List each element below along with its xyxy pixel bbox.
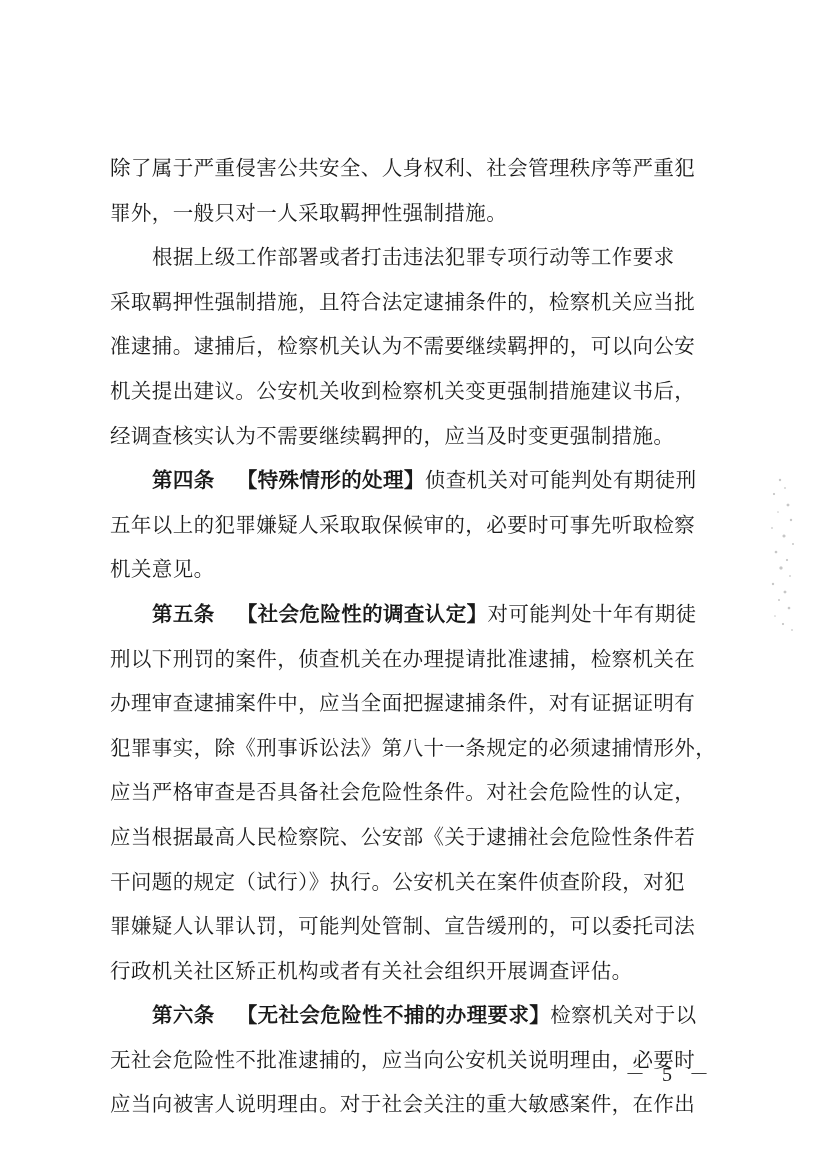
line-text: 机关提出建议。公安机关收到检察机关变更强制措施建议书后，	[110, 378, 696, 403]
text-line	[110, 726, 730, 771]
line-text: 无社会危险性不批准逮捕的，应当向公安机关说明理由，必要时	[110, 1047, 696, 1072]
text-line	[110, 414, 730, 459]
line-text: 刑以下刑罚的案件，侦查机关在办理提请批准逮捕，检察机关在	[110, 646, 696, 671]
line-text: 应当根据最高人民检察院、公安部《关于逮捕社会危险性条件若	[110, 824, 696, 849]
line-text: 应当严格审查是否具备社会危险性条件。对社会危险性的认定，	[110, 780, 696, 805]
line-text: 干问题的规定（试行）》执行。公安机关在案件侦查阶段，对犯	[110, 869, 685, 894]
article-number: 第五条	[152, 601, 215, 626]
line-text: 准逮捕。逮捕后，检察机关认为不需要继续羁押的，可以向公安	[110, 334, 696, 359]
paragraph-start-line	[110, 235, 730, 280]
article-heading: 【特殊情形的处理】	[236, 468, 425, 493]
article-6-line	[110, 993, 730, 1038]
text-line	[110, 503, 730, 548]
article-number: 第四条	[152, 468, 215, 493]
line-text: 罪嫌疑人认罪认罚，可能判处管制、宣告缓刑的，可以委托司法	[110, 914, 696, 939]
text-line	[110, 547, 730, 592]
line-text: 采取羁押性强制措施，且符合法定逮捕条件的，检察机关应当批	[110, 289, 696, 314]
text-line	[110, 324, 730, 369]
line-text: 除了属于严重侵害公共安全、人身权利、社会管理秩序等严重犯	[110, 156, 696, 180]
line-text: 侦查机关对可能判处有期徒刑	[424, 468, 697, 493]
line-text: 对可能判处十年有期徒	[487, 601, 697, 626]
article-number: 第六条	[152, 1003, 215, 1028]
line-text: 根据上级工作部署或者打击违法犯罪专项行动等工作要求	[152, 245, 675, 270]
text-line	[110, 770, 730, 815]
text-line	[110, 815, 730, 860]
text-line	[110, 280, 730, 325]
scan-noise-marks	[760, 470, 800, 640]
article-heading: 【社会危险性的调查认定】	[236, 601, 488, 626]
text-line	[110, 1082, 730, 1127]
line-text: 五年以上的犯罪嫌疑人采取取保候审的，必要时可事先听取检察	[110, 512, 696, 537]
line-text: 行政机关社区矫正机构或者有关社会组织开展调查评估。	[110, 958, 633, 983]
line-text: 犯罪事实，除《刑事诉讼法》第八十一条规定的必须逮捕情形外，	[110, 735, 717, 760]
text-line	[110, 146, 730, 191]
document-body	[110, 146, 730, 1127]
article-5-line	[110, 592, 730, 637]
text-line	[110, 637, 730, 682]
text-line	[110, 191, 730, 236]
text-line	[110, 949, 730, 994]
text-line	[110, 369, 730, 414]
text-line	[110, 681, 730, 726]
page-number: － 5 －	[625, 1064, 715, 1086]
line-text: 机关意见。	[110, 557, 215, 582]
line-text: 经调查核实认为不需要继续羁押的，应当及时变更强制措施。	[110, 423, 675, 448]
text-line	[110, 904, 730, 949]
line-text: 办理审查逮捕案件中，应当全面把握逮捕条件，对有证据证明有	[110, 691, 696, 716]
text-line	[110, 860, 730, 905]
line-text: 检察机关对于以	[550, 1003, 697, 1028]
line-text: 罪外，一般只对一人采取羁押性强制措施。	[110, 200, 508, 225]
article-heading: 【无社会危险性不捕的办理要求】	[236, 1003, 551, 1028]
article-4-line	[110, 458, 730, 503]
line-text: 应当向被害人说明理由。对于社会关注的重大敏感案件，在作出	[110, 1092, 696, 1117]
